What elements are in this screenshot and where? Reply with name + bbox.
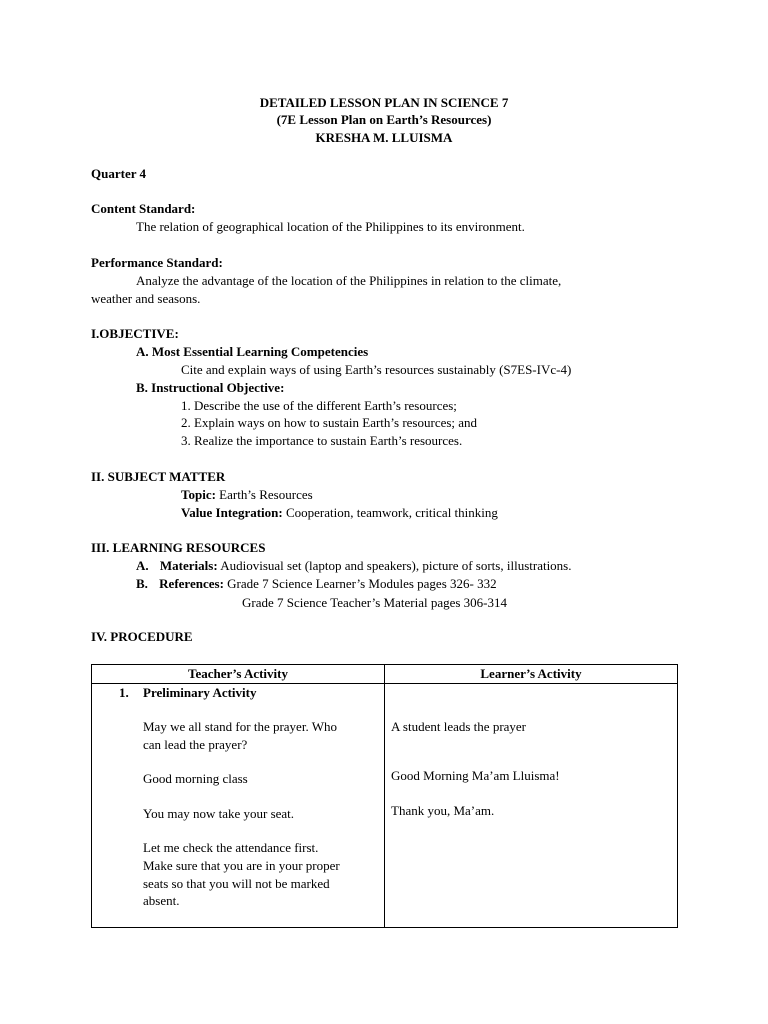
materials-label: Materials: [159, 558, 218, 573]
procedure-table [91, 664, 678, 928]
topic-row [181, 487, 313, 503]
learning-resources-heading: III. LEARNING RESOURCES [91, 540, 266, 555]
procedure-heading: IV. PROCEDURE [91, 629, 193, 644]
table-header-row [92, 665, 678, 684]
teacher-attendance-line4: absent. [143, 893, 180, 908]
document-author: KRESHA M. LLUISMA [315, 130, 453, 145]
section-title: Preliminary Activity [143, 685, 257, 700]
topic-value: Earth’s Resources [219, 487, 313, 502]
quarter-label: Quarter 4 [91, 166, 146, 181]
instructional-objective-label: B. Instructional Objective: [136, 380, 285, 395]
document-title: DETAILED LESSON PLAN IN SCIENCE 7 [259, 95, 509, 110]
objective-item: 1. Describe the use of the different Earth’s resources; [181, 398, 457, 413]
subject-matter-heading: II. SUBJECT MATTER [91, 469, 226, 484]
value-integration-row [181, 505, 498, 521]
objective-item: 2. Explain ways on how to sustain Earth’s resources; and [181, 415, 478, 430]
learner-activity-header: Learner’s Activity [385, 665, 678, 684]
section-number: 1. [119, 685, 129, 700]
objective-heading: I.OBJECTIVE: [91, 326, 179, 341]
table-row [92, 684, 678, 928]
performance-standard-text-line2: weather and seasons. [91, 291, 201, 306]
learner-thanks: Thank you, Ma’am. [391, 803, 495, 818]
references-label: References: [159, 576, 224, 591]
teacher-prayer-line2: can lead the prayer? [143, 737, 248, 752]
teacher-attendance-line2: Make sure that you are in your proper [143, 858, 340, 873]
teacher-activity-header: Teacher’s Activity [92, 665, 385, 684]
value-integration-label: Value Integration: [181, 505, 283, 520]
teacher-attendance-line1: Let me check the attendance first. [143, 840, 319, 855]
teacher-greeting: Good morning class [143, 771, 248, 786]
teacher-activity-cell [92, 684, 385, 928]
references-value-2: Grade 7 Science Teacher’s Material pages 306-314 [242, 595, 508, 610]
melc-label: A. Most Essential Learning Competencies [136, 344, 369, 359]
materials-row [136, 558, 572, 574]
performance-standard-text-line1: Analyze the advantage of the location of the Philippines in relation to the climate, [136, 273, 562, 288]
learner-greeting: Good Morning Ma’am Lluisma! [391, 768, 560, 783]
materials-value: Audiovisual set (laptop and speakers), picture of sorts, illustrations. [220, 558, 572, 573]
materials-prefix: A. [136, 558, 149, 573]
learner-activity-cell [385, 684, 678, 928]
teacher-attendance-line3: seats so that you will not be marked [143, 876, 330, 891]
objective-item: 3. Realize the importance to sustain Earth’s resources. [181, 433, 463, 448]
topic-label: Topic: [181, 487, 216, 502]
performance-standard-label: Performance Standard: [91, 255, 223, 270]
value-integration-value: Cooperation, teamwork, critical thinking [285, 505, 498, 520]
teacher-seat: You may now take your seat. [143, 806, 295, 821]
references-row [136, 576, 497, 592]
content-standard-text: The relation of geographical location of the Philippines to its environment. [136, 219, 525, 234]
content-standard-label: Content Standard: [91, 201, 196, 216]
learner-prayer: A student leads the prayer [391, 719, 527, 734]
teacher-prayer-line1: May we all stand for the prayer. Who [143, 719, 337, 734]
melc-text: Cite and explain ways of using Earth’s resources sustainably (S7ES-IVc-4) [181, 362, 572, 377]
references-prefix: B. [136, 576, 148, 591]
references-value-1: Grade 7 Science Learner’s Modules pages 326- 332 [227, 576, 497, 591]
document-subtitle: (7E Lesson Plan on Earth’s Resources) [276, 112, 492, 127]
